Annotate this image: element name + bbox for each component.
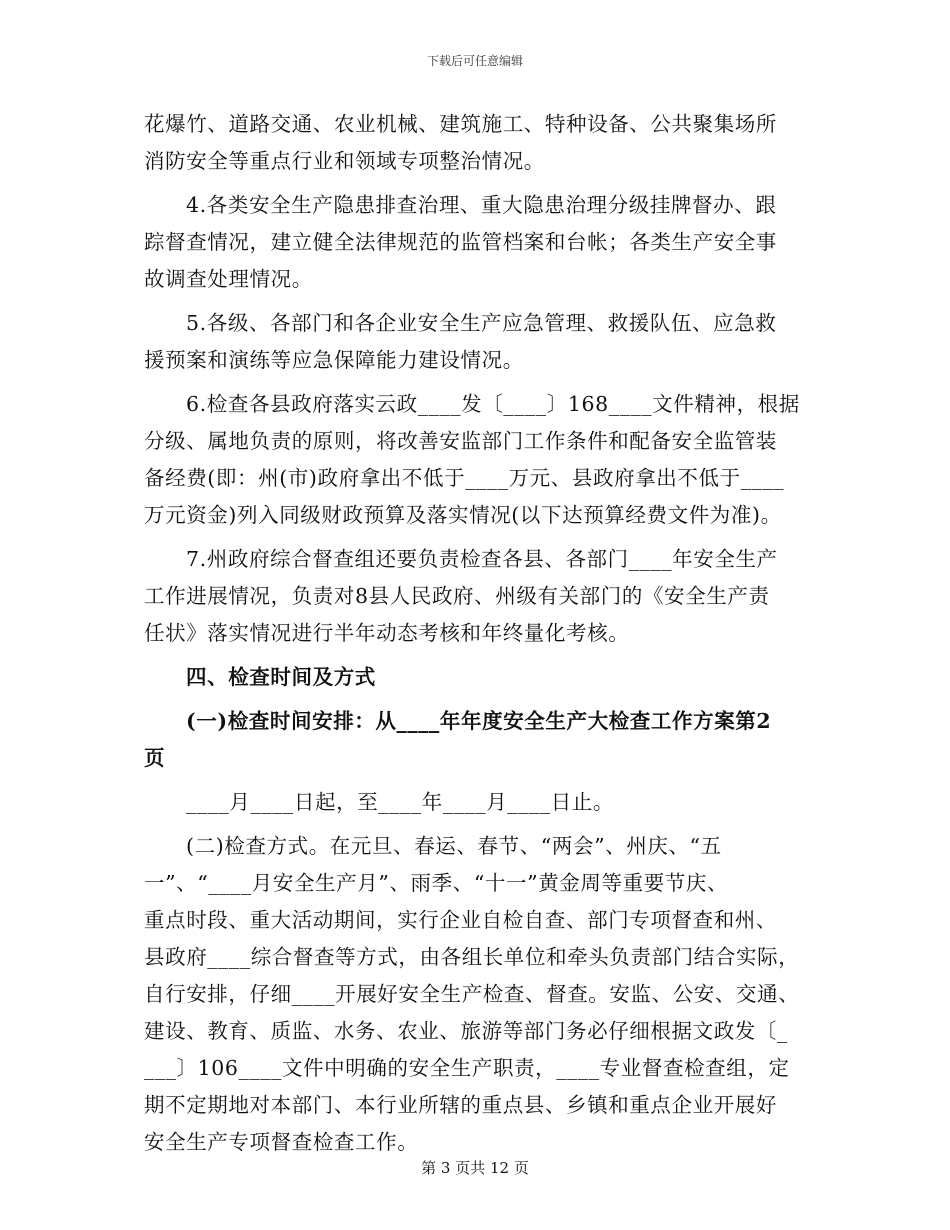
- document-body: [144, 106, 810, 1161]
- paragraph-line: 重点时段、重大活动期间，实行企业自检自查、部门专项督查和州、: [144, 908, 777, 932]
- paragraph-line: ___〕106____文件中明确的安全生产职责，____专业督查检查组，定: [144, 1056, 790, 1080]
- paragraph-line: 花爆竹、道路交通、农业机械、建筑施工、特种设备、公共聚集场所: [144, 112, 777, 136]
- section-heading: 四、检查时间及方式: [186, 665, 376, 689]
- paragraph-line: 踪督查情况，建立健全法律规范的监管档案和台帐；各类生产安全事: [144, 230, 777, 254]
- page-footer: 第 3 页共 12 页: [421, 1159, 529, 1177]
- item-6-line: 6.检查各县政府落实云政____发〔____〕168____文件精神，根据: [186, 392, 800, 416]
- paragraph-line: 一”、“____月安全生产月”、雨季、“十一”黄金周等重要节庆、: [144, 871, 729, 895]
- paragraph-line: 故调查处理情况。: [144, 267, 313, 291]
- paragraph-line: 县政府____综合督查等方式，由各组长单位和牵头负责部门结合实际，: [144, 945, 800, 969]
- paragraph-line: 援预案和演练等应急保障能力建设情况。: [144, 348, 524, 372]
- paragraph-line: 安全生产专项督查检查工作。: [144, 1130, 419, 1154]
- subsection-heading-continued: 页: [144, 746, 166, 770]
- paragraph-line: 期不定期地对本部门、本行业所辖的重点县、乡镇和重点企业开展好: [144, 1093, 777, 1117]
- paragraph-line: 万元资金)列入同级财政预算及落实情况(以下达预算经费文件为准)。: [144, 503, 782, 527]
- paragraph-line: 分级、属地负责的原则，将改善安监部门工作条件和配备安全监管装: [144, 429, 777, 453]
- paragraph-line: 任状》落实情况进行半年动态考核和年终量化考核。: [144, 621, 630, 645]
- paragraph-line: 建设、教育、质监、水务、农业、旅游等部门务必仔细根据文政发〔_: [144, 1019, 788, 1043]
- item-5-line: 5.各级、各部门和各企业安全生产应急管理、救援队伍、应急救: [186, 311, 777, 335]
- paragraph-line: 自行安排，仔细____开展好安全生产检查、督查。安监、公安、交通、: [144, 982, 800, 1006]
- date-range-line: ____月____日起，至____年____月____日止。: [186, 790, 614, 814]
- item-4-line: 4.各类安全生产隐患排查治理、重大隐患治理分级挂牌督办、跟: [186, 193, 777, 217]
- item-7-line: 7.州政府综合督查组还要负责检查各县、各部门____年安全生产: [186, 547, 778, 571]
- paragraph-line: 备经费(即：州(市)政府拿出不低于____万元、县政府拿出不低于____: [144, 466, 785, 490]
- paragraph-line: 工作进展情况，负责对8县人民政府、州级有关部门的《安全生产责: [144, 584, 770, 608]
- subsection-heading: (一)检查时间安排：从____年年度安全生产大检查工作方案第2: [186, 709, 772, 733]
- paragraph-line: 消防安全等重点行业和领域专项整治情况。: [144, 149, 545, 173]
- method-paragraph-line: (二)检查方式。在元旦、春运、春节、“两会”、州庆、“五: [186, 834, 722, 858]
- page-header: 下载后可任意编辑: [426, 54, 523, 68]
